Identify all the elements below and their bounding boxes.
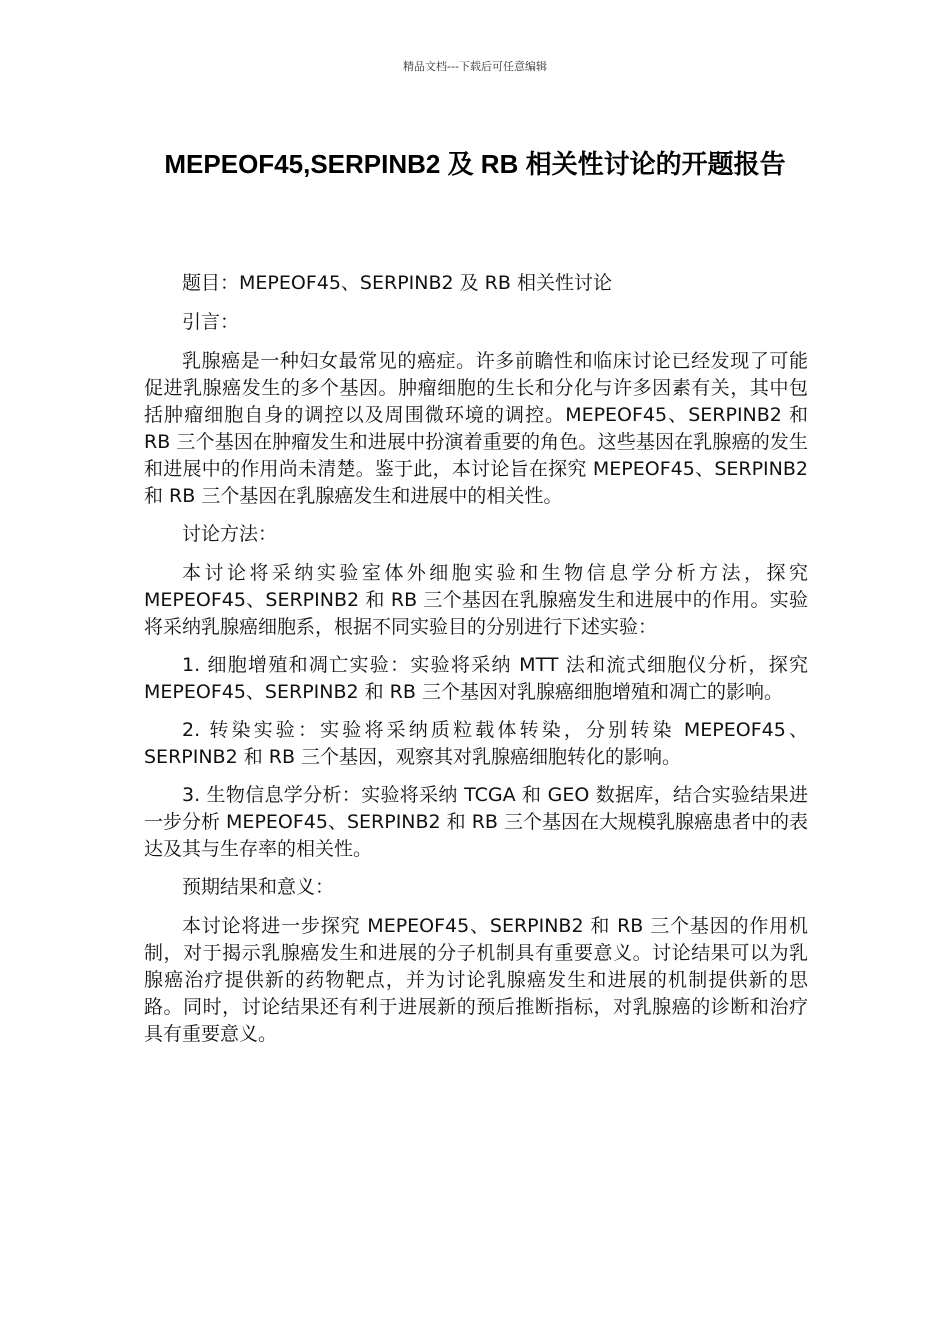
document-title: MEPEOF45,SERPINB2 及 RB 相关性讨论的开题报告 [164, 149, 786, 179]
method-item: 1. 细胞增殖和凋亡实验：实验将采纳 MTT 法和流式细胞仪分析，探究 MEPEOF45、SERPINB2 和 RB 三个基因对乳腺癌细胞增殖和凋亡的影响。 [144, 654, 808, 703]
method-item: 2. 转染实验：实验将采纳质粒载体转染，分别转染 MEPEOF45、SERPINB2 和 RB 三个基因，观察其对乳腺癌细胞转化的影响。 [144, 719, 808, 768]
subject-line: 题目：MEPEOF45、SERPINB2 及 RB 相关性讨论 [182, 272, 612, 294]
results-paragraph: 本讨论将进一步探究 MEPEOF45、SERPINB2 和 RB 三个基因的作用机制，对于揭示乳腺癌发生和进展的分子机制具有重要意义。讨论结果可以为乳腺癌治疗提供新的药物靶点，并为讨论乳腺癌发生和进展的机制提供新的思路。同时，讨论结果还有利于进展新的预后推断指标，对乳腺癌的诊断和治疗具有重要意义。 [144, 915, 808, 1045]
intro-paragraph: 乳腺癌是一种妇女最常见的癌症。许多前瞻性和临床讨论已经发现了可能促进乳腺癌发生的多个基因。肿瘤细胞的生长和分化与许多因素有关，其中包括肿瘤细胞自身的调控以及周围微环境的调控。MEPEOF45、SERPINB2 和 RB 三个基因在肿瘤发生和进展中扮演着重要的角色。这些基因在乳腺癌的发生和进展中的作用尚未清楚。鉴于此，本讨论旨在探究 MEPEOF45、SERPINB2 和 RB 三个基因在乳腺癌发生和进展中的相关性。 [144, 350, 808, 507]
intro-heading: 引言： [182, 311, 240, 333]
page-header-note: 精品文档---下载后可任意编辑 [403, 60, 547, 73]
methods-heading: 讨论方法： [182, 523, 278, 545]
results-heading: 预期结果和意义： [182, 876, 335, 898]
methods-paragraph: 本讨论将采纳实验室体外细胞实验和生物信息学分析方法，探究 MEPEOF45、SERPINB2 和 RB 三个基因在乳腺癌发生和进展中的作用。实验将采纳乳腺癌细胞系，根据不同实验目的分别进行下述实验： [144, 562, 808, 638]
method-item: 3. 生物信息学分析：实验将采纳 TCGA 和 GEO 数据库，结合实验结果进一步分析 MEPEOF45、SERPINB2 和 RB 三个基因在大规模乳腺癌患者中的表达及其与生存率的相关性。 [144, 784, 808, 860]
document-body [144, 270, 808, 1059]
